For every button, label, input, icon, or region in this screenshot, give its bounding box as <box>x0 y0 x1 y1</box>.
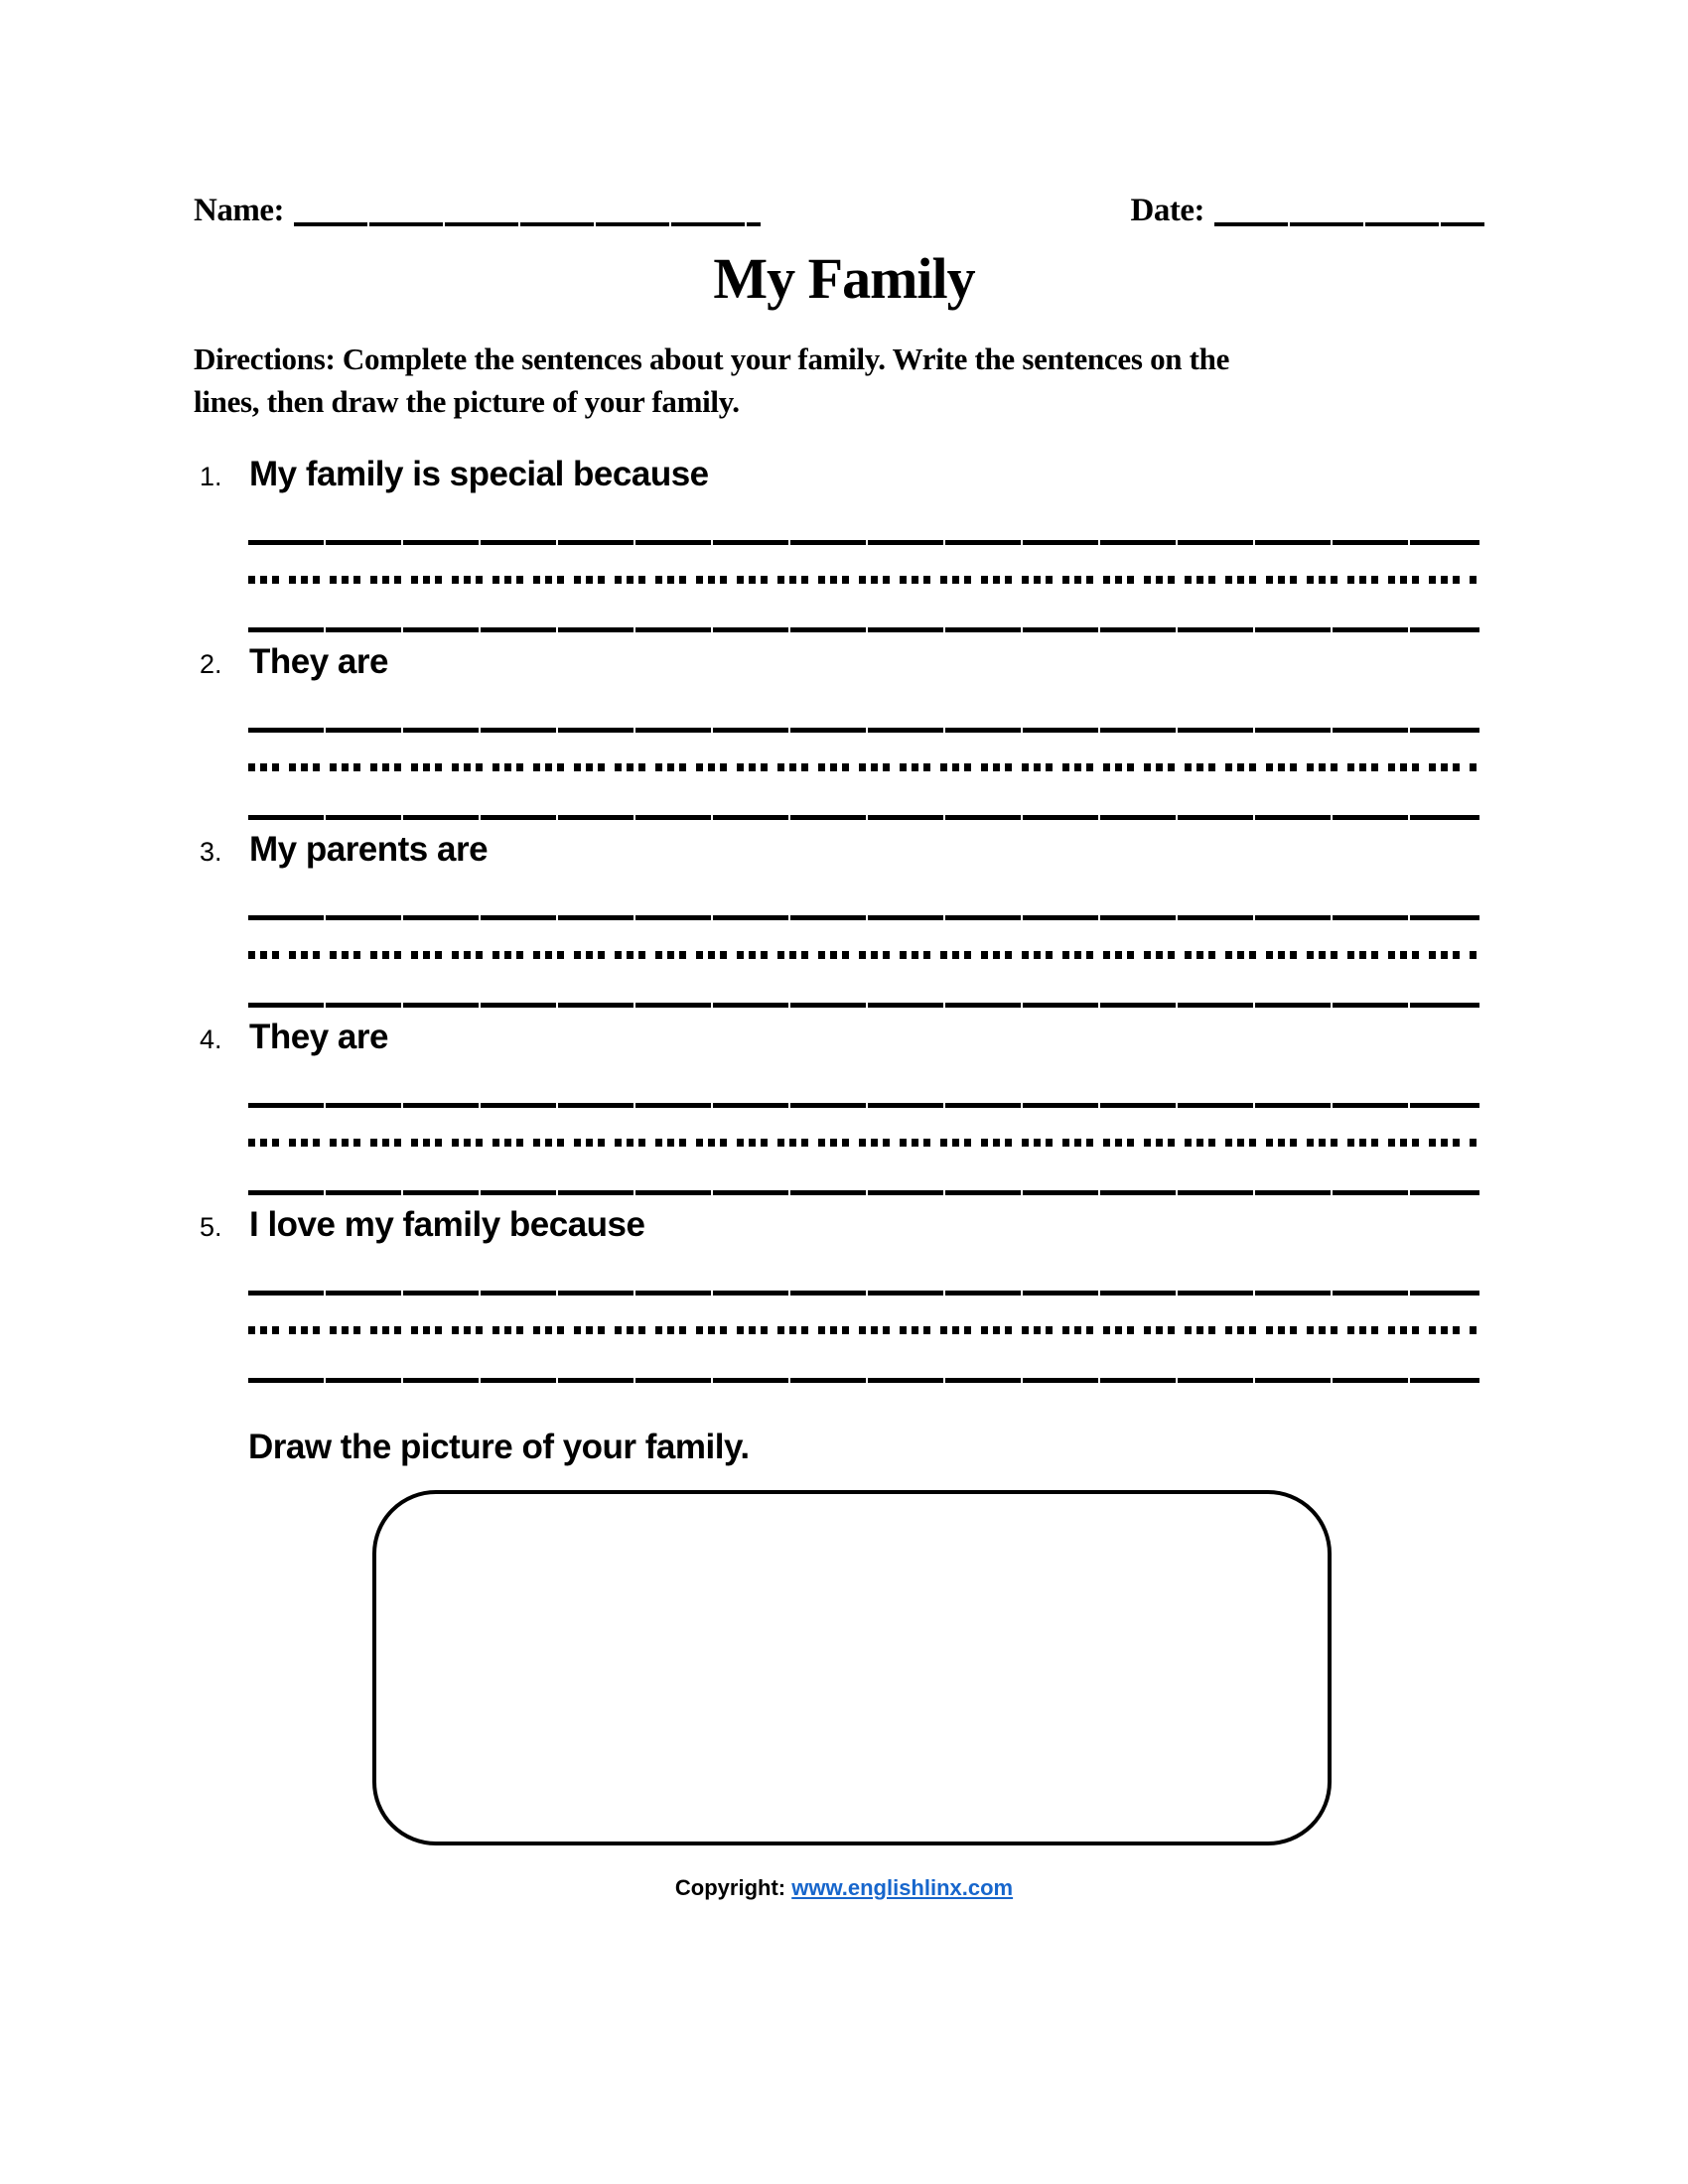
copyright-label: Copyright: <box>674 1875 786 1900</box>
prompt-number: 5. <box>200 1212 222 1242</box>
prompt-item-5 <box>194 1205 1688 1383</box>
answer-line-dotted <box>248 763 1479 771</box>
directions-line-2: lines, then draw the picture of your family. <box>194 384 740 419</box>
prompt-label: My parents are <box>249 830 489 869</box>
prompt-label: They are <box>249 1018 388 1056</box>
name-blank-line <box>294 222 761 226</box>
answer-line-dotted <box>248 576 1479 584</box>
prompt-item-4 <box>194 1018 1688 1195</box>
prompt-number: 1. <box>200 462 222 491</box>
answer-line-solid <box>248 1103 1479 1108</box>
prompt-item-3 <box>194 830 1688 1008</box>
prompt-item-1 <box>194 455 1688 632</box>
prompt-list <box>0 455 1688 1383</box>
answer-line-solid <box>248 627 1479 632</box>
prompt-head <box>194 455 1688 500</box>
answer-line-solid <box>248 1190 1479 1195</box>
prompt-head <box>194 1018 1688 1063</box>
answer-line-solid <box>248 540 1479 545</box>
answer-line-solid <box>248 1378 1479 1383</box>
prompt-label: My family is special because <box>249 455 709 493</box>
prompt-head <box>194 642 1688 688</box>
name-field-group <box>194 191 761 230</box>
prompt-head <box>194 830 1688 876</box>
directions-text <box>194 338 1484 423</box>
prompt-number: 3. <box>200 837 222 867</box>
name-label: Name: <box>194 193 284 228</box>
copyright-link[interactable]: www.englishlinx.com <box>791 1875 1014 1900</box>
directions-line-1: Directions: Complete the sentences about your family. Write the sentences on the <box>194 341 1230 376</box>
page-title: My Family <box>713 246 975 311</box>
date-label: Date: <box>1130 193 1204 228</box>
draw-heading: Draw the picture of your family. <box>248 1428 750 1466</box>
prompt-item-2 <box>194 642 1688 820</box>
answer-line-dotted <box>248 951 1479 959</box>
date-blank-line <box>1214 222 1484 226</box>
date-field-group <box>1131 191 1484 230</box>
prompt-number: 4. <box>200 1024 222 1054</box>
footer <box>0 1875 1688 1901</box>
prompt-head <box>194 1205 1688 1251</box>
prompt-number: 2. <box>200 649 222 679</box>
answer-line-dotted <box>248 1139 1479 1147</box>
drawing-area-box <box>372 1490 1332 1845</box>
answer-line-solid <box>248 915 1479 920</box>
answer-line-solid <box>248 728 1479 733</box>
answer-line-dotted <box>248 1326 1479 1334</box>
answer-line-solid <box>248 1003 1479 1008</box>
prompt-label: I love my family because <box>249 1205 645 1244</box>
header <box>0 0 1688 230</box>
answer-line-solid <box>248 1291 1479 1296</box>
prompt-label: They are <box>249 642 388 681</box>
answer-line-solid <box>248 815 1479 820</box>
